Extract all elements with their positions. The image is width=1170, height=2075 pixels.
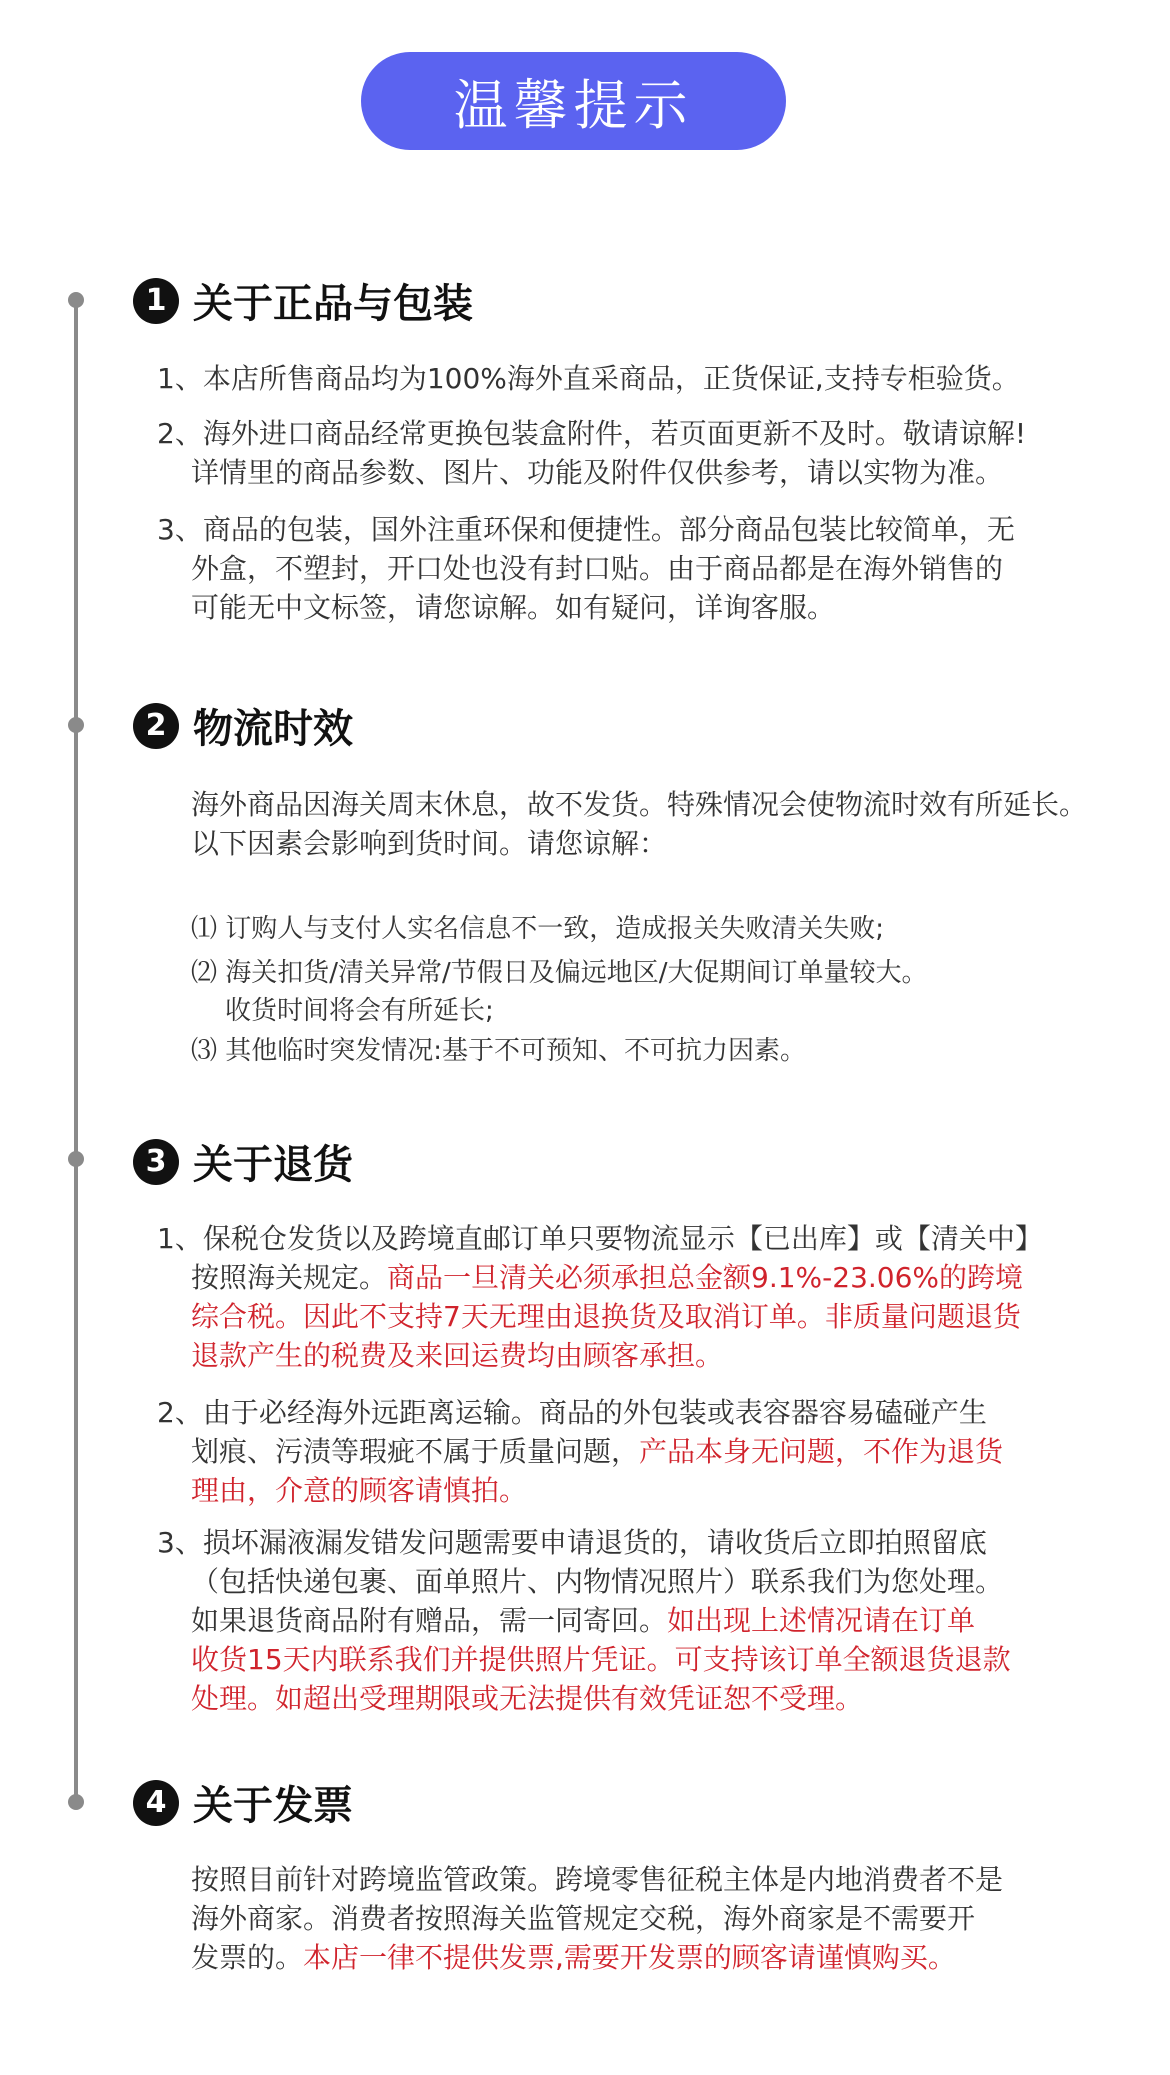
text-line bbox=[157, 453, 1026, 492]
body-text: 2、由于必经海外远距离运输。商品的外包装或表容器容易磕碰产生 bbox=[157, 1396, 987, 1429]
section-number: 3 bbox=[133, 1139, 179, 1185]
section-number: 1 bbox=[133, 278, 179, 324]
section-item bbox=[157, 1393, 1003, 1510]
text-line bbox=[157, 588, 1015, 627]
section-title: 物流时效 bbox=[193, 706, 353, 752]
factor-line: ⑴ 订购人与支付人实名信息不一致，造成报关失败清关失败; bbox=[191, 914, 885, 944]
text-line bbox=[157, 1562, 1011, 1601]
tip-banner bbox=[361, 52, 786, 150]
section-heading bbox=[133, 272, 473, 329]
text-line bbox=[157, 1523, 1011, 1562]
highlight-text: 如出现上述情况请在订单 bbox=[667, 1604, 976, 1637]
text-line bbox=[157, 1601, 1011, 1640]
section-heading bbox=[133, 1774, 353, 1831]
body-text: 海外商家。消费者按照海关监管规定交税，海外商家是不需要开 bbox=[191, 1902, 976, 1935]
text-line bbox=[191, 1860, 1003, 1899]
intro-line: 海外商品因海关周末休息，故不发货。特殊情况会使物流时效有所延长。 bbox=[191, 788, 1088, 821]
section-title: 关于退货 bbox=[193, 1142, 353, 1188]
section-item bbox=[157, 1219, 1043, 1375]
text-line bbox=[157, 549, 1015, 588]
timeline-dot bbox=[68, 292, 84, 308]
body-text: 详情里的商品参数、图片、功能及附件仅供参考，请以实物为准。 bbox=[191, 456, 1004, 489]
body-text: 划痕、污渍等瑕疵不属于质量问题， bbox=[191, 1435, 640, 1468]
body-text: 外盒，不塑封，开口处也没有封口贴。由于商品都是在海外销售的 bbox=[191, 552, 1004, 585]
factor-item bbox=[191, 1032, 806, 1070]
section-heading bbox=[133, 1133, 353, 1190]
body-text: 如果退货商品附有赠品，需一同寄回。 bbox=[191, 1604, 668, 1637]
section-heading bbox=[133, 697, 353, 754]
factor-item bbox=[191, 954, 928, 1030]
body-text: （包括快递包裹、面单照片、内物情况照片）联系我们为您处理。 bbox=[191, 1565, 1004, 1598]
text-line bbox=[157, 1336, 1043, 1375]
highlight-text: 产品本身无问题，不作为退货 bbox=[639, 1435, 1004, 1468]
section-number: 2 bbox=[133, 703, 179, 749]
highlight-text: 综合税。因此不支持7天无理由退换货及取消订单。非质量问题退货 bbox=[191, 1300, 1021, 1333]
text-line bbox=[157, 1471, 1003, 1510]
text-line bbox=[157, 1640, 1011, 1679]
factor-line: ⑵ 海关扣货/清关异常/节假日及偏远地区/大促期间订单量较大。 bbox=[191, 958, 928, 988]
text-line bbox=[191, 1899, 1003, 1938]
text-line bbox=[157, 1258, 1043, 1297]
timeline-dot bbox=[68, 717, 84, 733]
highlight-text: 理由，介意的顾客请慎拍。 bbox=[191, 1474, 528, 1507]
highlight-text: 退款产生的税费及来回运费均由顾客承担。 bbox=[191, 1339, 724, 1372]
body-text: 按照目前针对跨境监管政策。跨境零售征税主体是内地消费者不是 bbox=[191, 1863, 1004, 1896]
section-item bbox=[157, 414, 1026, 492]
highlight-text: 收货15天内联系我们并提供照片凭证。可支持该订单全额退货退款 bbox=[191, 1643, 1011, 1676]
text-line bbox=[157, 1679, 1011, 1718]
highlight-text: 处理。如超出受理期限或无法提供有效凭证恕不受理。 bbox=[191, 1682, 864, 1715]
section-item bbox=[157, 1523, 1011, 1718]
section-title: 关于发票 bbox=[193, 1783, 353, 1829]
timeline-dot bbox=[68, 1151, 84, 1167]
text-line bbox=[191, 1938, 1003, 1977]
text-line bbox=[157, 1219, 1043, 1258]
section-item bbox=[191, 1860, 1003, 1977]
text-line bbox=[157, 1297, 1043, 1336]
section-title: 关于正品与包装 bbox=[193, 281, 473, 327]
text-line bbox=[157, 510, 1015, 549]
body-text: 发票的。 bbox=[191, 1941, 304, 1974]
highlight-text: 商品一旦清关必须承担总金额9.1%-23.06%的跨境 bbox=[387, 1261, 1024, 1294]
text-line bbox=[157, 1393, 1003, 1432]
body-text: 3、损坏漏液漏发错发问题需要申请退货的，请收货后立即拍照留底 bbox=[157, 1526, 987, 1559]
intro-line: 以下因素会影响到货时间。请您谅解： bbox=[191, 827, 668, 860]
body-text: 3、商品的包装，国外注重环保和便捷性。部分商品包装比较简单，无 bbox=[157, 513, 1015, 546]
factor-line: ⑶ 其他临时突发情况:基于不可预知、不可抗力因素。 bbox=[191, 1036, 807, 1066]
section-item bbox=[157, 359, 1020, 398]
timeline-line bbox=[74, 300, 78, 1802]
highlight-text: 本店一律不提供发票,需要开发票的顾客请谨慎购买。 bbox=[303, 1941, 956, 1974]
timeline-dot bbox=[68, 1794, 84, 1810]
body-text: 1、本店所售商品均为100%海外直采商品，正货保证,支持专柜验货。 bbox=[157, 362, 1020, 395]
text-line bbox=[157, 359, 1020, 398]
body-text: 1、保税仓发货以及跨境直邮订单只要物流显示【已出库】或【清关中】 bbox=[157, 1222, 1043, 1255]
body-text: 按照海关规定。 bbox=[191, 1261, 388, 1294]
text-line bbox=[157, 1432, 1003, 1471]
text-line bbox=[157, 414, 1026, 453]
section-number: 4 bbox=[133, 1780, 179, 1826]
logistics-intro bbox=[191, 785, 1087, 863]
section-item bbox=[157, 510, 1015, 627]
body-text: 2、海外进口商品经常更换包装盒附件，若页面更新不及时。敬请谅解! bbox=[157, 417, 1027, 450]
factor-line: 收货时间将会有所延长; bbox=[225, 996, 494, 1026]
factor-item bbox=[191, 910, 884, 948]
banner-title: 温馨提示 bbox=[453, 73, 694, 137]
body-text: 可能无中文标签，请您谅解。如有疑问，详询客服。 bbox=[191, 591, 836, 624]
